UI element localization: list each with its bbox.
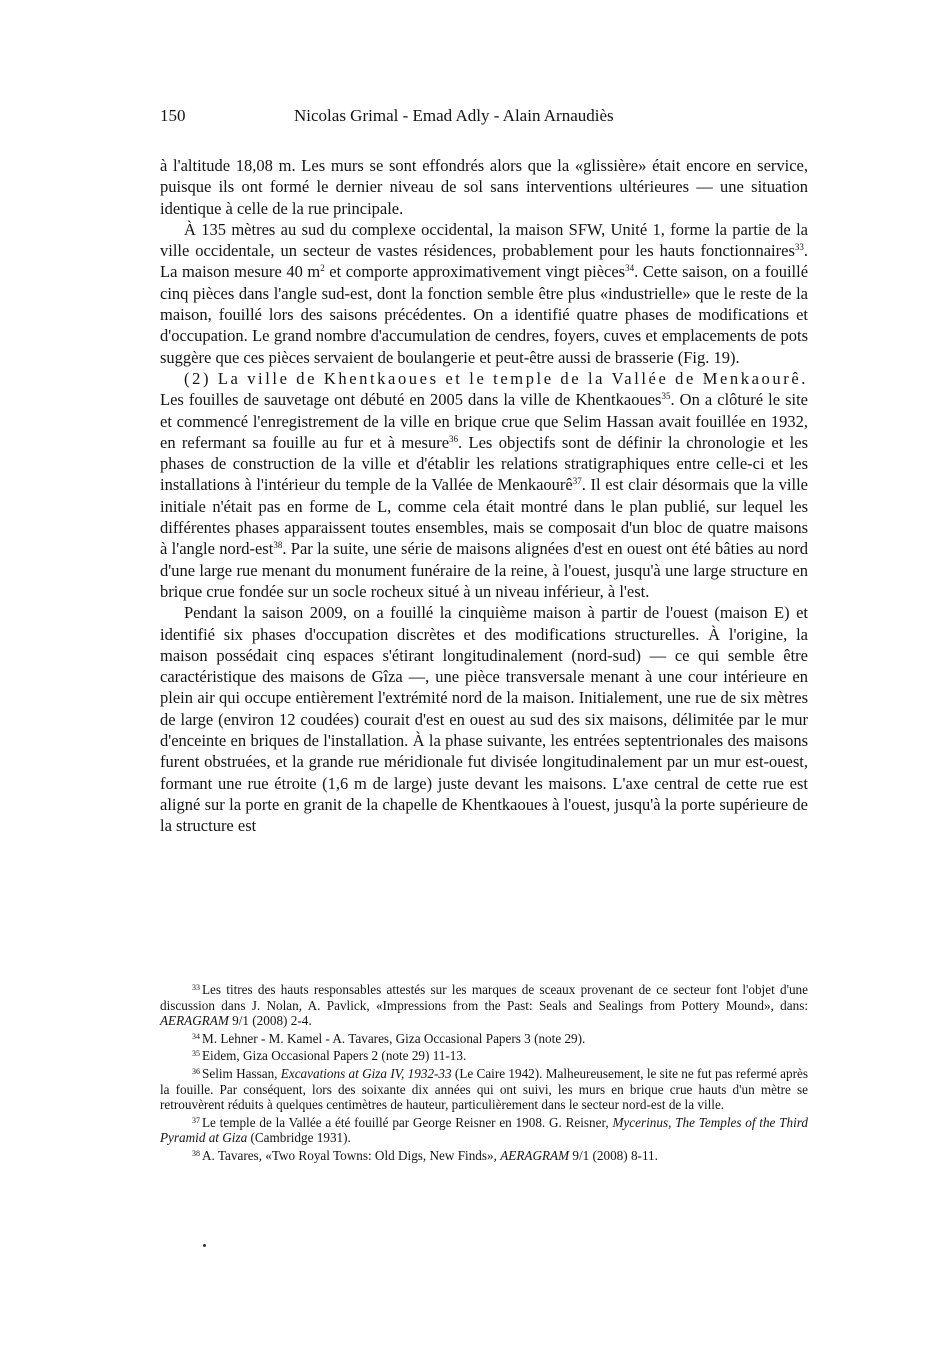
footnote-number: 36 bbox=[192, 1066, 200, 1076]
footnote-number: 34 bbox=[192, 1031, 200, 1041]
footnote-number: 38 bbox=[192, 1148, 200, 1158]
footnote-text: A. Tavares, «Two Royal Towns: Old Digs, New Finds», bbox=[202, 1147, 501, 1163]
footnote-ref-35[interactable]: 35 bbox=[661, 391, 671, 402]
book-title: Excavations at Giza IV, 1932-33 bbox=[280, 1065, 452, 1081]
footnote-text: 9/1 (2008) 8-11. bbox=[569, 1147, 658, 1163]
footnote-text: (Le Caire 1942). Malheureusement, le site ne fut pas refermé après la fouille. Par conséquent, lors des soixante dix années qui ont suivi, les murs en brique crue hauts d'un mètre se retrouvèrent réduits à quelques centimètres de hauteur, particulièrement dans le secteur nord-est de la ville. bbox=[160, 1065, 808, 1113]
footnote-34 bbox=[160, 1029, 808, 1047]
paragraph-2-text-c: et comporte approximativement vingt pièces bbox=[324, 262, 626, 282]
footnotes bbox=[160, 980, 808, 1164]
scan-speck bbox=[203, 1244, 206, 1247]
paragraph-2-text-a: À 135 mètres au sud du complexe occidental, la maison SFW, Unité 1, forme la partie de la ville occidentale, un secteur de vastes résidences, probablement pour les hauts fonctionnaires bbox=[160, 219, 808, 261]
paragraph-2 bbox=[160, 219, 808, 368]
section-heading: (2) La ville de Khentkaoues et le temple de la Vallée de Menkaourê. bbox=[184, 368, 808, 388]
paragraph-3 bbox=[160, 368, 808, 602]
footnote-35 bbox=[160, 1046, 808, 1064]
journal-title: AERAGRAM bbox=[500, 1147, 570, 1163]
paragraph-2-text-d: . Cette saison, on a fouillé cinq pièces dans l'angle sud-est, dont la fonction semble être plus «industrielle» que le reste de la maison, fouillé lors des saisons précédentes. On a identifié quatre phases de modifications et d'occupation. Le grand nombre d'accumulation de cendres, foyers, cuves et emplacements de pots suggère que ces pièces servaient de boulangerie et peut-être aussi de brasserie (Fig. 19). bbox=[160, 262, 809, 367]
paragraph-3-text-a: Les fouilles de sauvetage ont débuté en 2005 dans la ville de Khentkaoues bbox=[160, 390, 662, 410]
paragraph-3-text-c: . Les objectifs sont de définir la chronologie et les phases de construction de la ville et d'établir les relations stratigraphiques entre celle-ci et les installations à l'intérieur du temple de la Vallée de Menkaourê bbox=[160, 432, 809, 495]
footnote-text: Le temple de la Vallée a été fouillé par George Reisner en 1908. G. Reisner, bbox=[202, 1114, 613, 1130]
superscript-2: 2 bbox=[320, 263, 325, 274]
paragraph-4-text: Pendant la saison 2009, on a fouillé la cinquième maison à partir de l'ouest (maison E) et identifié six phases d'occupation discrètes et des modifications structurelles. À l'origine, la maison possédait cinq espaces s'étirant longitudinalement (nord-sud) — ce qui semble être caractéristique des maisons de Gîza —, une pièce transversale menant à une cour intérieure en plein air qui occupe entièrement l'extrémité nord de la maison. Initialement, une rue de six mètres de large (environ 12 coudées) courait d'est en ouest au sud des six maisons, délimitée par le mur d'enceinte en briques de l'installation. À la phase suivante, les entrées septentrionales des maisons furent obstruées, et la grande rue méridionale fut divisée longitudinalement par un mur est-ouest, formant une rue étroite (1,6 m de large) juste devant les maisons. L'axe central de cette rue est aligné sur la porte en granit de la chapelle de Khentkaoues à l'ouest, jusqu'à la porte supérieure de la structure est bbox=[160, 603, 808, 836]
footnote-number: 33 bbox=[192, 983, 200, 992]
paragraph-3-text-e: . Par la suite, une série de maisons alignées d'est en ouest ont été bâties au nord d'une large rue menant du monument funéraire de la reine, à l'ouest, jusqu'à une large structure en brique crue fondée sur un socle rocheux situé à un niveau inférieur, à l'est. bbox=[160, 539, 809, 601]
page-number: 150 bbox=[160, 106, 186, 125]
paragraph-4 bbox=[160, 602, 808, 836]
footnote-ref-33[interactable]: 33 bbox=[794, 242, 804, 253]
running-head bbox=[160, 104, 808, 128]
footnote-text: M. Lehner - M. Kamel - A. Tavares, Giza Occasional Papers 3 (note 29). bbox=[202, 1030, 586, 1046]
footnote-number: 37 bbox=[192, 1115, 200, 1125]
footnote-36 bbox=[160, 1064, 808, 1113]
book-title: Mycerinus, The Temples of the Third Pyramid at Giza bbox=[160, 1114, 808, 1146]
footnote-ref-34[interactable]: 34 bbox=[625, 263, 635, 274]
paragraph-1-text: à l'altitude 18,08 m. Les murs se sont effondrés alors que la «glissière» était encore en service, puisque ils ont formé le dernier niveau de sol sans interventions ultérieures — une situation identique à celle de la rue principale. bbox=[160, 156, 808, 218]
footnote-ref-36[interactable]: 36 bbox=[449, 433, 459, 444]
main-text bbox=[160, 155, 808, 837]
footnote-number: 35 bbox=[192, 1049, 200, 1059]
paragraph-2-text-b: . La maison mesure 40 m bbox=[160, 241, 808, 282]
footnote-text: Selim Hassan, bbox=[202, 1065, 281, 1081]
footnote-ref-37[interactable]: 37 bbox=[572, 476, 582, 487]
paragraph-3-text-d: . Il est clair désormais que la ville initiale n'était pas en forme de L, comme cela était montré dans le plan publié, sur lequel les différentes phases apparaissent toutes ensembles, mais se composait d'un bloc de quatre maisons à l'angle nord-est bbox=[160, 475, 808, 559]
running-head-authors: Nicolas Grimal - Emad Adly - Alain Arnaudiès bbox=[294, 106, 614, 125]
footnote-text: 9/1 (2008) 2-4. bbox=[228, 1013, 312, 1029]
footnote-ref-38[interactable]: 38 bbox=[273, 540, 283, 551]
footnote-38 bbox=[160, 1146, 808, 1164]
footnote-37 bbox=[160, 1113, 808, 1146]
paragraph-3-text-b: . On a clôturé le site et commencé l'enregistrement de la ville en brique crue que Selim Hassan avait fouillée en 1932, en refermant sa fouille au fur et à mesure bbox=[160, 390, 808, 452]
footnote-text: Eidem, Giza Occasional Papers 2 (note 29) 11-13. bbox=[202, 1048, 467, 1064]
footnote-33 bbox=[160, 980, 808, 1029]
footnote-text: (Cambridge 1931). bbox=[247, 1130, 351, 1146]
journal-title: AERAGRAM bbox=[160, 1013, 229, 1029]
footnote-text: Les titres des hauts responsables attestés sur les marques de sceaux provenant de ce secteur font l'objet d'une discussion dans J. Nolan, A. Pavlick, «Impressions from the Past: Seals and Sealings from Pottery Mound», dans: bbox=[160, 982, 808, 1013]
paragraph-1 bbox=[160, 155, 808, 219]
